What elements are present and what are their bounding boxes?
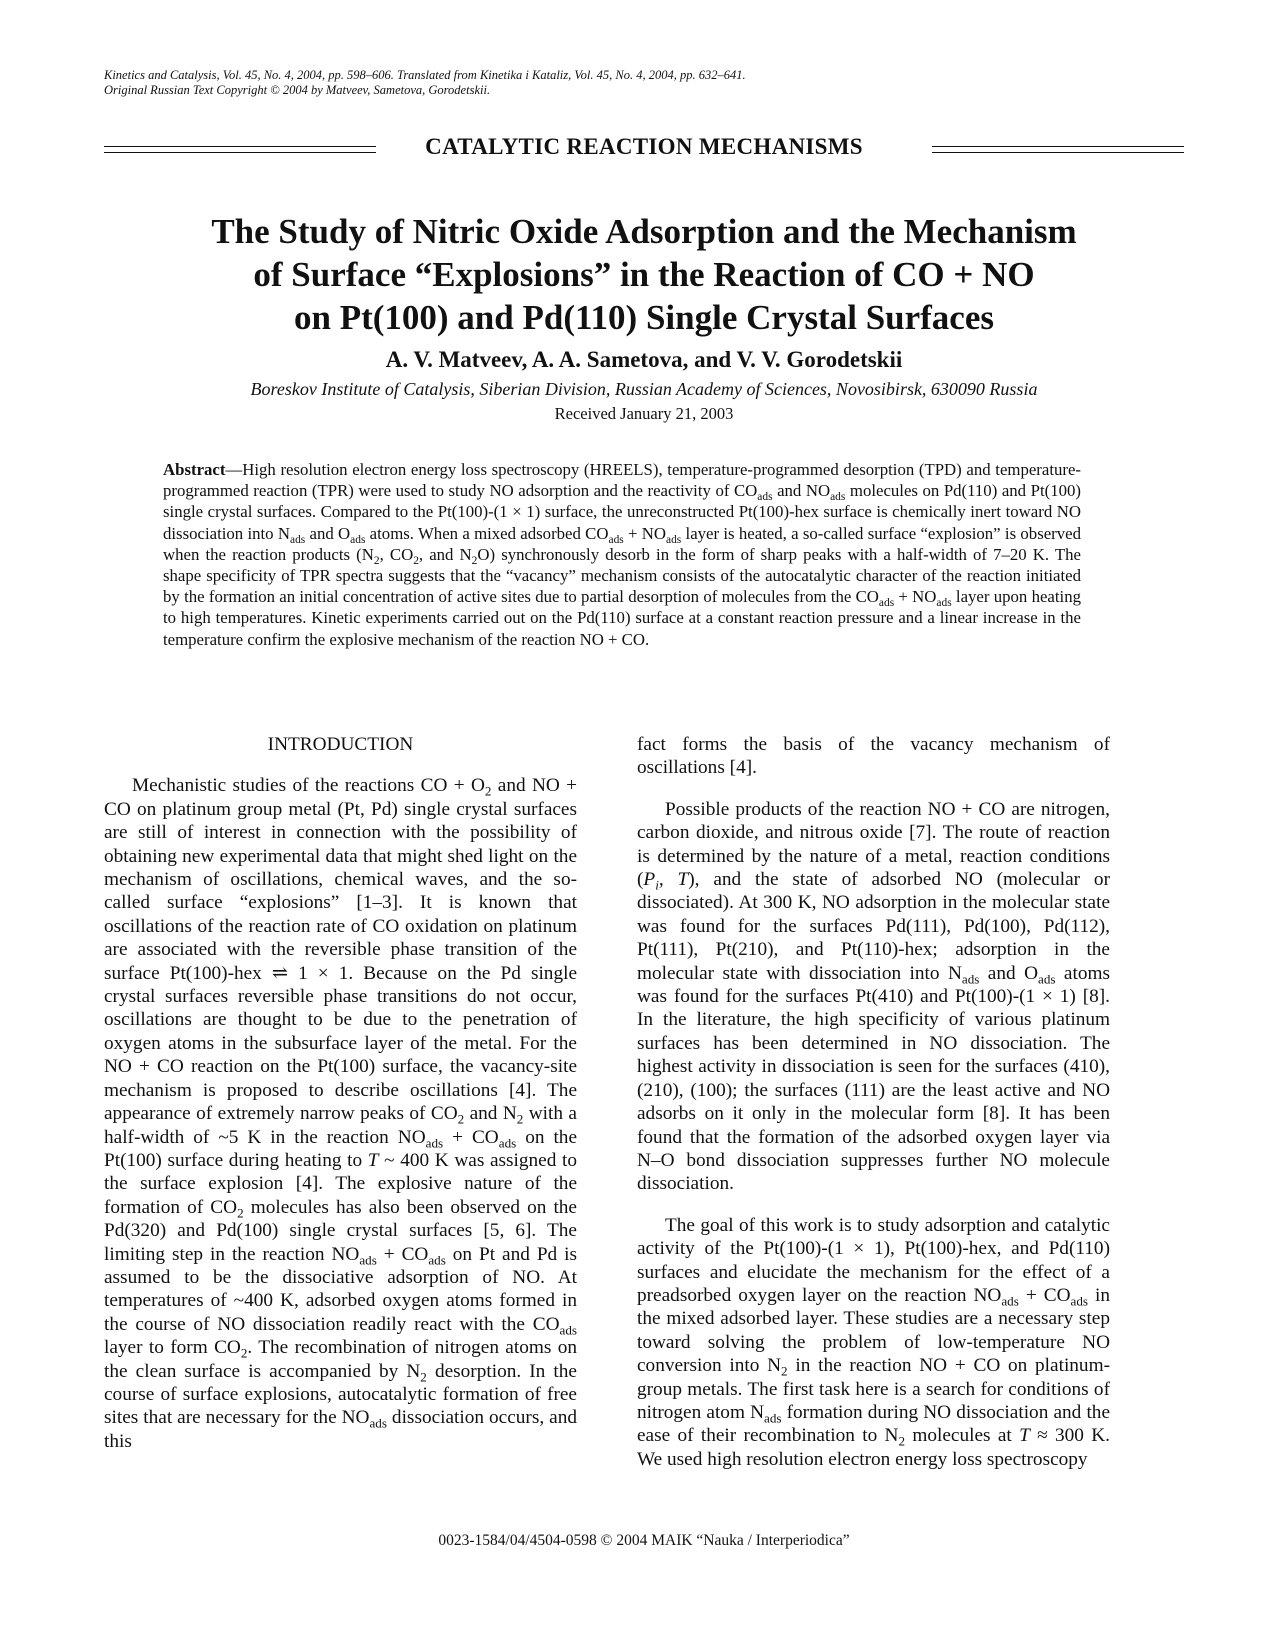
paragraph: The goal of this work is to study adsorption and catalytic activity of the Pt(100)-(1 × 1), Pt(100)-hex, and Pd(110) surfaces and elucidate the mechanism for the effect of a preadsorbed oxygen layer on the reaction $NO_{ads} + CO_{ads}$ in the mixed adsorbed layer. These studies are a necessary step toward solving the problem of low-temperature NO conversion into $N_2$ in the reaction NO + CO on platinum-group metals. The first task here is a search for conditions of nitrogen atom $N_{ads}$ formation during NO dissociation and the ease of their recombination to $N_2$ molecules at T ≈ 300 K. We used high resolution electron energy loss spectroscopy [637,1214,1110,1470]
received-date: Received January 21, 2003 [554,404,734,423]
article-title [104,210,1184,339]
abstract [163,459,1081,650]
introduction-heading: INTRODUCTION [267,734,414,755]
paragraph: fact forms the basis of the vacancy mechanism of oscillations [4]. [637,734,1110,779]
copyright-line: Original Russian Text Copyright © 2004 by Matveev, Sametova, Gorodetskii. [104,83,491,97]
section-rule-right [932,146,1184,153]
affiliation: Boreskov Institute of Catalysis, Siberian Division, Russian Academy of Sciences, Novosibirsk, 630090 Russia [250,379,1038,399]
paragraph: Mechanistic studies of the reactions CO + $O_2$ and NO + CO on platinum group metal (Pt, Pd) single crystal surfaces are still of interest in connection with the possibility of obtaining new experimental data that might shed light on the mechanism of oscillations, chemical waves, and the so-called surface “explosions” [1–3]. It is known that oscillations of the reaction rate of CO oxidation on platinum are associated with the reversible phase transition of the surface Pt(100)-hex ⇌ 1 × 1. Because on the Pd single crystal surfaces reversible phase transitions do not occur, oscillations are thought to be due to the penetration of oxygen atoms in the subsurface layer of the metal. For the NO + CO reaction on the Pt(100) surface, the vacancy-site mechanism is proposed to describe oscillations [4]. The appearance of extremely narrow peaks of $CO_2$ and $N_2$ with a half-width of ~5 K in the reaction $NO_{ads} + CO_{ads}$ on the Pt(100) surface during heating to T ~ 400 K was assigned to the surface explosion [4]. The explosive nature of the formation of $CO_2$ molecules has also been observed on the Pd(320) and Pd(100) single crystal surfaces [5, 6]. The limiting step in the reaction $NO_{ads} + CO_{ads}$ on Pt and Pd is assumed to be the dissociative adsorption of NO. At temperatures of ~400 K, adsorbed oxygen atoms formed in the course of NO dissociation readily react with the $CO_{ads}$ layer to form $CO_2$. The recombination of nitrogen atoms on the clean surface is accompanied by $N_2$ desorption. In the course of surface explosions, autocatalytic formation of free sites that are necessary for the $NO_{ads}$ dissociation occurs, and this [104,775,578,1452]
title-line: of Surface “Explosions” in the Reaction of CO + NO [253,255,1035,294]
abstract-text: —High resolution electron energy loss spectroscopy (HREELS), temperature-programmed desorption (TPD) and temperature-programmed reaction (TPR) were used to study NO adsorption and the reactivity of $CO_{ads}$ and $NO_{ads}$ molecules on Pd(110) and Pt(100) single crystal surfaces. Compared to the Pt(100)-(1 × 1) surface, the unreconstructed Pt(100)-hex surface is chemically inert toward NO dissociation into $N_{ads}$ and $O_{ads}$ atoms. When a mixed adsorbed $CO_{ads} + NO_{ads}$ layer is heated, a so-called surface “explosion” is observed when the reaction products ($N_2$, $CO_2$, and $N_2O$) synchronously desorb in the form of sharp peaks with a half-width of 7–20 K. The shape specificity of TPR spectra suggests that the “vacancy” mechanism consists of the autocatalytic character of the reaction initiated by the formation an initial concentration of active sites due to partial desorption of molecules from the $CO_{ads} + NO_{ads}$ layer upon heating to high temperatures. Kinetic experiments carried out on the Pd(110) surface at a constant reaction pressure and a linear increase in the temperature confirm the explosive mechanism of the reaction NO + CO. [163,460,1081,649]
journal-header [104,68,1184,98]
right-column [637,733,1110,1471]
citation-line: Kinetics and Catalysis, Vol. 45, No. 4, 2004, pp. 598–606. Translated from Kinetika i Kataliz, Vol. 45, No. 4, 2004, pp. 632–641. [104,68,746,82]
paragraph: Possible products of the reaction NO + CO are nitrogen, carbon dioxide, and nitrous oxide [7]. The route of reaction is determined by the nature of a metal, reaction conditions ($P_i$, T), and the state of adsorbed NO (molecular or dissociated). At 300 K, NO adsorption in the molecular state was found for the surfaces Pd(111), Pd(100), Pd(112), Pt(111), Pt(210), and Pt(110)-hex; adsorption in the molecular state with dissociation into $N_{ads}$ and $O_{ads}$ atoms was found for the surfaces Pt(410) and Pt(100)-(1 × 1) [8]. In the literature, the high specificity of various platinum surfaces has been determined in NO dissociation. The highest activity in dissociation is seen for the surfaces (410), (210), (100); the surfaces (111) are the least active and NO adsorbs on it only in the molecular form [8]. It has been found that the formation of the adsorbed oxygen layer via N–O bond dissociation suppresses further NO molecule dissociation. [637,798,1110,1195]
title-line: The Study of Nitric Oxide Adsorption and the Mechanism [211,212,1077,251]
section-banner [104,134,1184,164]
authors: A. V. Matveev, A. A. Sametova, and V. V. Gorodetskii [385,347,903,372]
title-line: on Pt(100) and Pd(110) Single Crystal Surfaces [294,298,994,337]
abstract-label: Abstract [163,460,226,479]
section-title: CATALYTIC REACTION MECHANISMS [425,134,863,159]
footer-copyright: 0023-1584/04/4504-0598 © 2004 MAIK “Nauka / Interperiodica” [438,1532,850,1549]
left-column [104,733,577,1453]
